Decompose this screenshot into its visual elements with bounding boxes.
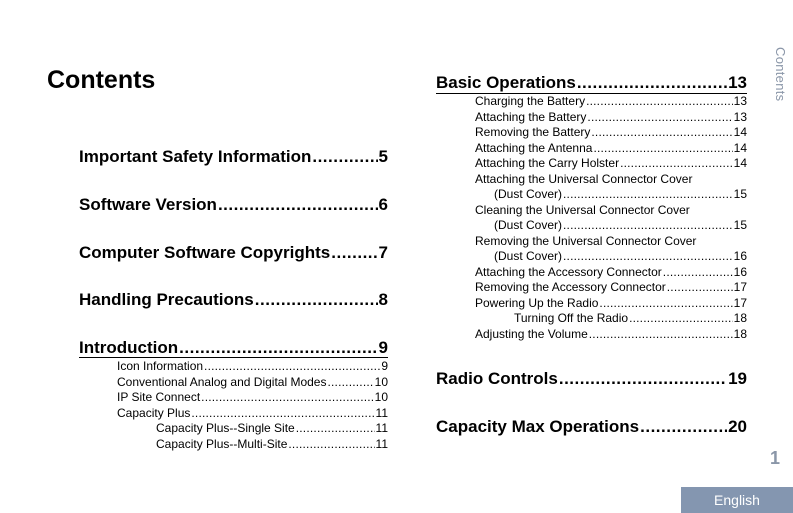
toc-entry-page: 11 xyxy=(375,406,388,420)
dot-leader xyxy=(563,249,733,263)
toc-entry-title: Turning Off the Radio xyxy=(514,311,629,325)
toc-entry-page: 13 xyxy=(733,110,747,124)
toc-entry-page: 5 xyxy=(378,147,388,166)
toc-entry-title: (Dust Cover) xyxy=(494,249,563,263)
toc-entry-page: 10 xyxy=(374,390,388,404)
toc-subentry-removing-battery[interactable] xyxy=(475,125,747,140)
dot-leader xyxy=(587,110,732,124)
section-divider xyxy=(79,357,388,358)
toc-entry-page: 18 xyxy=(733,311,747,325)
dot-leader xyxy=(327,375,373,389)
toc-entry-title: Adjusting the Volume xyxy=(475,327,588,341)
toc-subentry-icon-information[interactable] xyxy=(117,359,388,374)
toc-entry-title: Removing the Accessory Connector xyxy=(475,280,666,294)
dot-leader xyxy=(620,156,733,170)
dot-leader xyxy=(629,311,733,325)
toc-entry-title: Charging the Battery xyxy=(475,94,586,108)
toc-entry-page: 16 xyxy=(733,265,747,279)
toc-entry-title: Icon Information xyxy=(117,359,204,373)
toc-subentry-cleaning-connector-cover[interactable] xyxy=(494,218,747,233)
toc-subentry-removing-connector-cover[interactable] xyxy=(494,249,747,264)
toc-subentry-attaching-battery[interactable] xyxy=(475,110,747,125)
toc-entry-title: Radio Controls xyxy=(436,369,558,388)
dot-leader xyxy=(312,147,377,167)
toc-entry-title: Software Version xyxy=(79,195,217,214)
dot-leader xyxy=(591,125,732,139)
toc-entry-page: 14 xyxy=(733,141,747,155)
toc-entry-page: 11 xyxy=(375,421,388,435)
toc-entry-important-safety[interactable] xyxy=(79,147,388,169)
toc-subentry-title-line[interactable]: Removing the Universal Connector Cover xyxy=(475,234,697,248)
dot-leader xyxy=(563,187,733,201)
toc-subentry-attaching-carry-holster[interactable] xyxy=(475,156,747,171)
toc-entry-title: Removing the Battery xyxy=(475,125,591,139)
toc-entry-page: 9 xyxy=(381,359,388,373)
toc-entry-title: Basic Operations xyxy=(436,73,576,92)
toc-entry-title: Attaching the Battery xyxy=(475,110,587,124)
toc-entry-title: Capacity Plus xyxy=(117,406,191,420)
toc-entry-page: 15 xyxy=(733,218,747,232)
dot-leader xyxy=(191,406,374,420)
toc-entry-page: 19 xyxy=(728,369,747,388)
toc-subentry-ip-site-connect[interactable] xyxy=(117,390,388,405)
toc-entry-title: Important Safety Information xyxy=(79,147,312,166)
toc-entry-title: Conventional Analog and Digital Modes xyxy=(117,375,327,389)
toc-entry-title: Attaching the Carry Holster xyxy=(475,156,620,170)
toc-subentry-title-line[interactable]: Cleaning the Universal Connector Cover xyxy=(475,203,690,217)
toc-entry-page: 14 xyxy=(733,125,747,139)
dot-leader xyxy=(667,280,733,294)
toc-entry-page: 13 xyxy=(733,94,747,108)
toc-entry-page: 8 xyxy=(378,290,388,309)
toc-entry-page: 9 xyxy=(378,338,388,357)
toc-entry-title: Computer Software Copyrights xyxy=(79,243,331,262)
toc-subentry-capacity-plus[interactable] xyxy=(117,406,388,421)
toc-subentry-capacity-plus-single-site[interactable] xyxy=(156,421,388,436)
toc-entry-page: 10 xyxy=(374,375,388,389)
toc-entry-page: 18 xyxy=(733,327,747,341)
toc-subentry-powering-up-radio[interactable] xyxy=(475,296,747,311)
page-number: 1 xyxy=(770,448,781,468)
toc-entry-title: Introduction xyxy=(79,338,179,357)
dot-leader xyxy=(179,338,377,358)
toc-subentry-capacity-plus-multi-site[interactable] xyxy=(156,437,388,452)
dot-leader xyxy=(577,73,727,93)
toc-entry-title: Attaching the Antenna xyxy=(475,141,593,155)
toc-entry-title: (Dust Cover) xyxy=(494,218,563,232)
toc-subentry-attaching-accessory-connector[interactable] xyxy=(475,265,747,280)
toc-subentry-attaching-antenna[interactable] xyxy=(475,141,747,156)
dot-leader xyxy=(563,218,733,232)
toc-entry-handling-precautions[interactable] xyxy=(79,290,388,312)
toc-entry-page: 7 xyxy=(378,243,388,262)
dot-leader xyxy=(331,243,377,263)
dot-leader xyxy=(288,437,374,451)
toc-subentry-analog-digital-modes[interactable] xyxy=(117,375,388,390)
toc-entry-radio-controls[interactable] xyxy=(436,369,747,391)
dot-leader xyxy=(589,327,733,341)
toc-entry-page: 13 xyxy=(728,73,747,92)
toc-entry-page: 14 xyxy=(733,156,747,170)
toc-subentry-turning-off-radio[interactable] xyxy=(514,311,747,326)
toc-entry-page: 11 xyxy=(375,437,388,451)
toc-entry-title: Capacity Max Operations xyxy=(436,417,640,436)
toc-entry-title: Capacity Plus--Multi-Site xyxy=(156,437,288,451)
language-tab: English xyxy=(681,487,793,513)
toc-entry-page: 20 xyxy=(728,417,747,436)
dot-leader xyxy=(201,390,373,404)
toc-subentry-attaching-connector-cover[interactable] xyxy=(494,187,747,202)
dot-leader xyxy=(204,359,380,373)
dot-leader xyxy=(255,290,378,310)
dot-leader xyxy=(296,421,375,435)
toc-entry-title: (Dust Cover) xyxy=(494,187,563,201)
toc-entry-basic-operations[interactable] xyxy=(436,73,747,95)
toc-entry-software-copyrights[interactable] xyxy=(79,243,388,265)
toc-subentry-adjusting-volume[interactable] xyxy=(475,327,747,342)
toc-entry-title: Handling Precautions xyxy=(79,290,254,309)
toc-entry-title: IP Site Connect xyxy=(117,390,201,404)
toc-subentry-charging-battery[interactable] xyxy=(475,94,747,109)
dot-leader xyxy=(599,296,732,310)
toc-entry-title: Powering Up the Radio xyxy=(475,296,599,310)
toc-entry-title: Attaching the Accessory Connector xyxy=(475,265,662,279)
dot-leader xyxy=(586,94,733,108)
dot-leader xyxy=(640,417,727,437)
toc-entry-page: 17 xyxy=(733,280,747,294)
toc-entry-page: 15 xyxy=(733,187,747,201)
toc-subentry-removing-accessory-connector[interactable] xyxy=(475,280,747,295)
toc-entry-title: Capacity Plus--Single Site xyxy=(156,421,295,435)
toc-entry-page: 17 xyxy=(733,296,747,310)
dot-leader xyxy=(663,265,733,279)
page-title: Contents xyxy=(47,66,156,94)
side-section-label: Contents xyxy=(773,47,788,102)
toc-entry-page: 16 xyxy=(733,249,747,263)
toc-entry-page: 6 xyxy=(378,195,388,214)
toc-entry-capacity-max-operations[interactable] xyxy=(436,417,747,439)
dot-leader xyxy=(218,195,378,215)
dot-leader xyxy=(593,141,732,155)
dot-leader xyxy=(559,369,727,389)
toc-entry-software-version[interactable] xyxy=(79,195,388,217)
toc-subentry-title-line[interactable]: Attaching the Universal Connector Cover xyxy=(475,172,693,186)
